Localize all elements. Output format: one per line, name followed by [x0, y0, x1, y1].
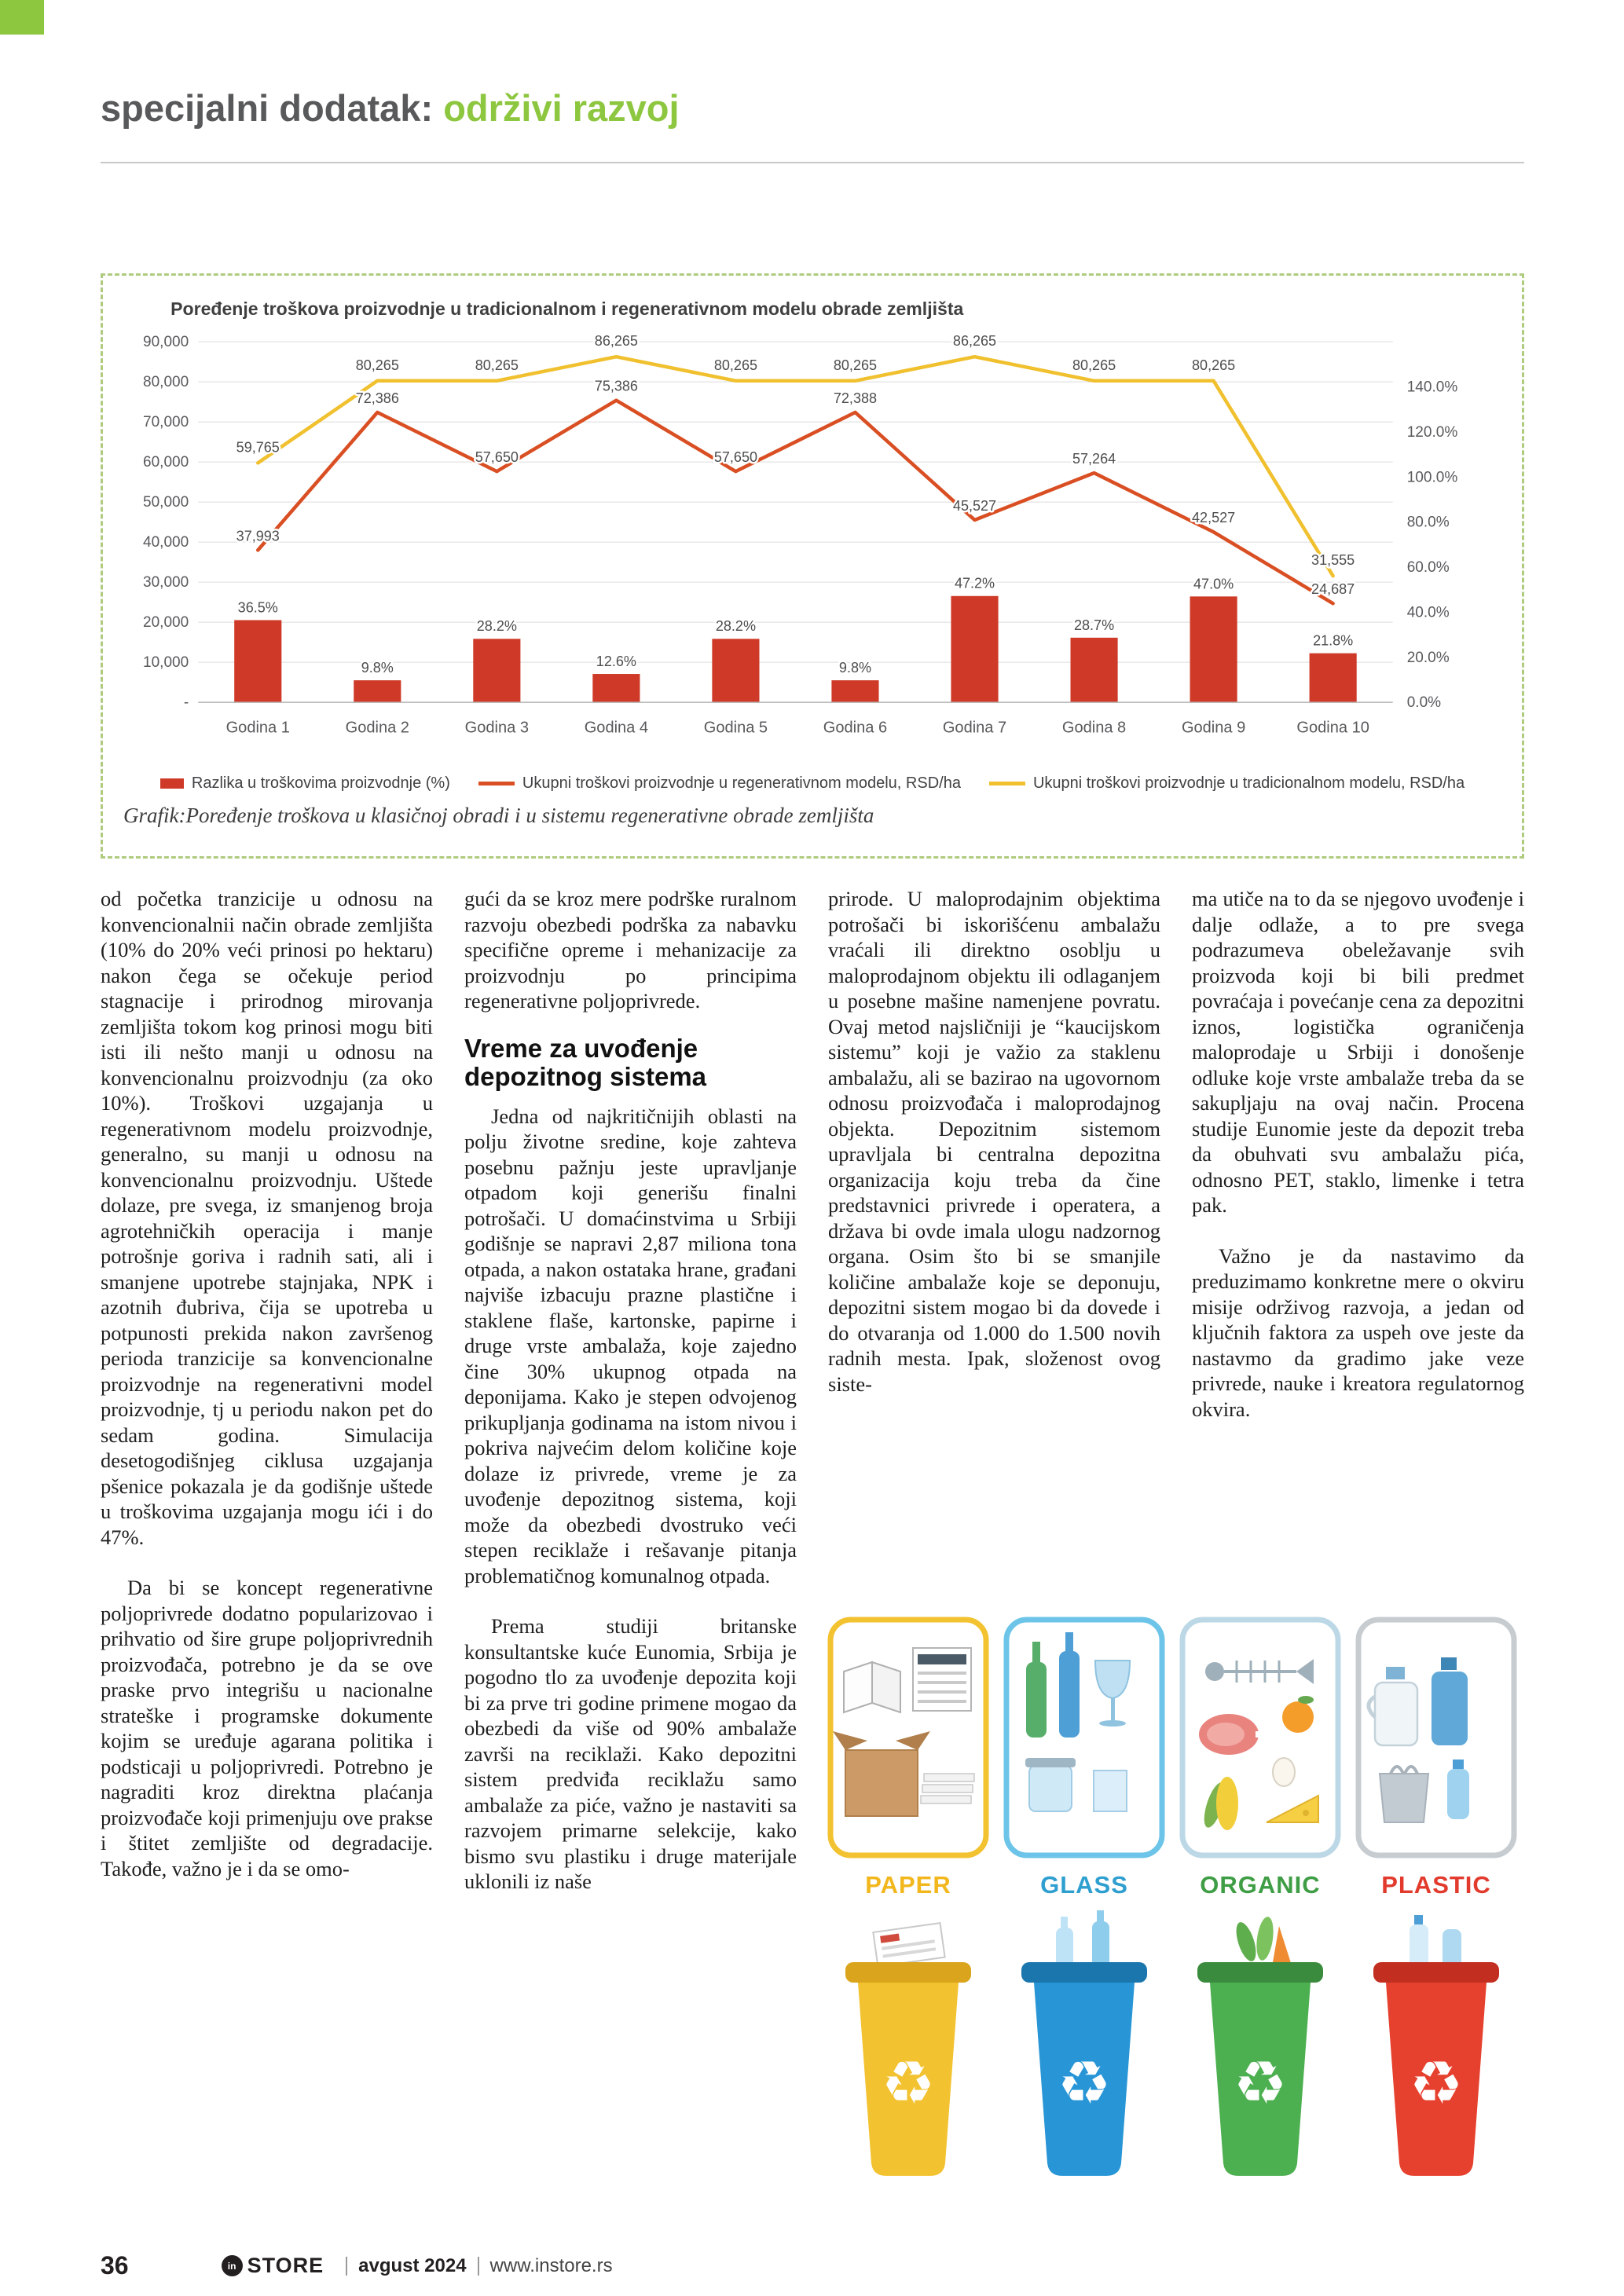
- footer-date: avgust 2024: [358, 2254, 467, 2276]
- line-series-1: [258, 357, 1333, 576]
- svg-text:GLASS: GLASS: [1040, 1871, 1128, 1899]
- legend-item-regenerative: [478, 774, 961, 793]
- bin-overflow-items: [1232, 1916, 1292, 1965]
- svg-text:Godina 10: Godina 10: [1296, 719, 1369, 737]
- svg-text:Poređenje troškova proizvodnje: Poređenje troškova proizvodnje u tradicionalnom i regenerativnom modelu obrade zemljišta: [170, 298, 964, 320]
- svg-text:PLASTIC: PLASTIC: [1381, 1871, 1491, 1899]
- svg-text:31,555: 31,555: [1311, 552, 1355, 569]
- svg-text:Godina 9: Godina 9: [1181, 719, 1246, 737]
- body-paragraph: od početka tranzicije u odnosu na konvencionalnii način obrade zemljišta (10% do 20% veći prinosi po hektaru) nakon čega se očekuje period stagnacije i prirodnog mirovanja zemljišta tokom kog prinosi mogu biti isti ili nešto manji u odnosu na konvencionalnu proizvodnju (za oko 10%). Troškovi uzgajanja u regenerativnom modelu proizvodnje, generalno, su manji u odnosu na konvencionalnu proizvodnju. Uštede dolaze, pre svega, iz smanjenog broja agrotehničkih operacija i manje potrošnje goriva i radnih sati, ali i smanjene upotrebe stajnjaka, NPK i azotnih đubriva, čija se upotreba u potpunosti prekida nakon završenog perioda tranzicije sa konvencionalne proizvodnje na regenerativni model proizvodnje, tj u periodu nakon pet do sedam godina. Simulacija desetogodišnjeg ciklusa uzgajanja pšenice pokazala je da godišnje uštede u troškovima uzgajanja mogu ići i do 47%.: [101, 887, 433, 1549]
- svg-text:80,265: 80,265: [355, 357, 399, 373]
- footer-url: www.instore.rs: [489, 2254, 613, 2276]
- svg-text:42,527: 42,527: [1192, 510, 1236, 526]
- svg-text:Godina 5: Godina 5: [703, 719, 768, 737]
- bin-overflow-items: [1410, 1915, 1461, 1967]
- svg-text:80,265: 80,265: [1072, 357, 1116, 373]
- svg-text:36.5%: 36.5%: [237, 599, 278, 616]
- svg-text:90,000: 90,000: [142, 334, 189, 351]
- svg-text:40,000: 40,000: [142, 534, 189, 551]
- svg-text:Godina 3: Godina 3: [464, 719, 529, 737]
- svg-text:60.0%: 60.0%: [1406, 559, 1450, 577]
- corner-accent: [0, 0, 44, 35]
- bin-lid: [1373, 1962, 1499, 1983]
- svg-text:Godina 6: Godina 6: [823, 719, 888, 737]
- svg-text:28.7%: 28.7%: [1073, 617, 1115, 633]
- svg-text:Godina 4: Godina 4: [584, 719, 649, 737]
- body-paragraph: Da bi se koncept regenerativne poljoprivrede dodatno popularizovao i prihvatio od šire grupe poljoprivrednih proizvođača, potrebno je da se ove praske prvo integrišu u nacionalne strateške i programske dokumente kojim se uređuje agarana politika i podsticaji u poljoprivredi. Potrebno je nagraditi kroz direktna plaćanja proizvođače koji primenjuju ove prakse i štitet zemljište od degradacije. Takođe, važno je i da se omo-: [101, 1576, 433, 1880]
- svg-text:Godina 2: Godina 2: [345, 719, 409, 737]
- svg-text:70,000: 70,000: [142, 414, 189, 431]
- svg-text:50,000: 50,000: [142, 494, 189, 511]
- svg-text:60,000: 60,000: [142, 454, 189, 471]
- line-swatch-regenerative-icon: [478, 782, 515, 785]
- chart-legend: [123, 774, 1501, 793]
- legend-item-traditional: [989, 774, 1465, 793]
- instore-logo-icon: in: [222, 2255, 243, 2276]
- recycle-icon: ♻: [881, 2050, 936, 2117]
- chart-caption: Grafik:Poređenje troškova u klasičnoj obradi i u sistemu regenerativne obrade zemljišta: [123, 804, 874, 828]
- line-swatch-traditional-icon: [989, 782, 1025, 785]
- section-heading: Vreme za uvođenje depozitnog sistema: [464, 1033, 707, 1091]
- body-paragraph: Jedna od najkritičnijih oblasti na polju životne sredine, koje zahteva posebnu pažnju jeste upravljanje otpadom koji generišu finalni potrošači. U domaćinstvima u Srbiji godišnje se napravi 2,87 miliona tona otpada, a nakon ostataka hrane, građani najviše izbacuju prazne plastične i staklene flaše, kartonske, papirne i druge vrste ambalaža, koje zajedno čine 30% ukupnog otpada na deponijama. Kako je stepen odvojenog prikupljanja godinama na istom nivou i pokriva najvećim delom količine koje dolaze iz privrede, vreme je za uvođenje depozitnog sistema, koji može da obezbedi dvostruko veći stepen reciklaže i rešavanje pitanja problematičnog komunalnog otpada.: [464, 1104, 797, 1587]
- recycle-icon: ♻: [1409, 2050, 1464, 2117]
- svg-text:9.8%: 9.8%: [838, 660, 872, 676]
- svg-text:0.0%: 0.0%: [1406, 694, 1442, 712]
- cost-comparison-chart-section: [101, 273, 1524, 859]
- svg-text:9.8%: 9.8%: [361, 660, 394, 676]
- recycle-icon: ♻: [1057, 2050, 1112, 2117]
- waste-frame: [1006, 1620, 1162, 1855]
- svg-text:Godina 7: Godina 7: [942, 719, 1007, 737]
- brand-name: STORE: [247, 2254, 324, 2277]
- legend-label-traditional: Ukupni troškovi proizvodnje u tradicionalnom modelu, RSD/ha: [1032, 774, 1465, 793]
- bin-lid: [1197, 1962, 1323, 1983]
- svg-text:86,265: 86,265: [952, 333, 997, 350]
- svg-text:57,650: 57,650: [475, 449, 519, 466]
- svg-text:59,765: 59,765: [236, 439, 280, 456]
- svg-text:20.0%: 20.0%: [1406, 649, 1450, 666]
- header-title-gray: specijalni dodatak:: [101, 87, 434, 129]
- svg-text:Godina 8: Godina 8: [1061, 719, 1127, 737]
- svg-text:80,000: 80,000: [142, 374, 189, 391]
- recycling-illustration: [820, 1617, 1524, 2190]
- page-number: 36: [101, 2251, 129, 2280]
- svg-text:80,265: 80,265: [1192, 357, 1236, 373]
- svg-text:24,687: 24,687: [1311, 581, 1355, 598]
- svg-text:ORGANIC: ORGANIC: [1200, 1871, 1321, 1899]
- body-paragraph: Prema studiji britanske konsultantske kuće Eunomia, Srbija je pogodno tlo za uvođenje depozita koji bi za prve tri godine primene mogao da obezbedi da više od 90% ambalaže završi na reciklaži. Kako depozitni sistem predviđa reciklažu samo ambalaže za piće, važno je nastaviti sa razvojem primarne selekcije, kako bismo svu plastiku i druge materijale uklonili iz naše: [464, 1614, 797, 1893]
- svg-text:40.0%: 40.0%: [1406, 604, 1450, 621]
- svg-text:86,265: 86,265: [594, 333, 638, 350]
- svg-text:PAPER: PAPER: [865, 1871, 951, 1899]
- svg-text:-: -: [183, 694, 189, 712]
- svg-text:57,264: 57,264: [1072, 451, 1116, 467]
- recycle-icon: ♻: [1233, 2050, 1288, 2117]
- bar-swatch-icon: [160, 778, 184, 789]
- legend-item-bars: [160, 774, 450, 793]
- svg-text:Godina 1: Godina 1: [225, 719, 290, 737]
- svg-text:47.2%: 47.2%: [954, 575, 995, 591]
- page-header: [101, 88, 1524, 129]
- svg-text:45,527: 45,527: [952, 497, 997, 514]
- bin-lid: [1021, 1962, 1147, 1983]
- body-paragraph: gući da se kroz mere podrške ruralnom razvoju obezbedi podrška za nabavku specifične opreme i mehanizacije za proizvodnju po principima regenerativne poljoprivrede.: [464, 887, 797, 1013]
- svg-text:80.0%: 80.0%: [1406, 514, 1450, 531]
- text-column-1: [101, 886, 433, 1895]
- svg-text:37,993: 37,993: [236, 528, 280, 544]
- cost-comparison-chart: [123, 293, 1501, 771]
- recycling-bins-art: [820, 1617, 1524, 2190]
- legend-label-bars: Razlika u troškovima proizvodnje (%): [191, 774, 450, 793]
- svg-text:28.2%: 28.2%: [715, 618, 757, 635]
- svg-text:80,265: 80,265: [713, 357, 758, 373]
- body-paragraph: ma utiče na to da se njegovo uvođenje i dalje odlaže, a to pre svega podrazumeva obeležavanje svih proizvoda koji bi bili predmet povraćaja i povećanje cena za depozitni iznos, logistička ograničenja maloprodaje u Srbiji i donošenje odluke koje vrste ambalaže treba da se sakupljaju na ovaj način. Procena studije Eunomie jeste da depozit treba da obuhvati svu ambalažu pića, odnosno PET, staklo, limenke i tetra pak.: [1192, 887, 1524, 1217]
- legend-label-regenerative: Ukupni troškovi proizvodnje u regenerativnom modelu, RSD/ha: [522, 774, 961, 793]
- svg-text:21.8%: 21.8%: [1313, 632, 1354, 649]
- svg-text:100.0%: 100.0%: [1406, 469, 1458, 486]
- svg-text:12.6%: 12.6%: [596, 654, 636, 670]
- bin-overflow-items: [873, 1923, 944, 1967]
- svg-text:140.0%: 140.0%: [1406, 379, 1458, 396]
- page-footer: [101, 2251, 1524, 2280]
- bar-series: [234, 576, 1357, 702]
- svg-text:72,388: 72,388: [833, 390, 878, 406]
- bin-lid: [845, 1962, 971, 1983]
- footer-separator: [346, 2257, 347, 2276]
- svg-text:75,386: 75,386: [594, 378, 638, 394]
- body-paragraph: prirode. U maloprodajnim objektima potrošači bi iskorišćenu ambalažu vraćali ili direktno osoblju u maloprodajnom objektu ili odlaganjem u posebne mašine namenjene povratu. Ovaj metod najsličniji je “kaucijskom sistemu” koji je važio za staklenu ambalažu, ali se bazirao na ugovornom odnosu proizvođača i maloprodajnog objekta. Depozitnim sistemom upravljala bi centralna depozitna organizacija koju treba da čine predstavnici privrede i operatera, a država bi ovde imala ulogu nadzornog organa. Osim što bi se smanjile količine ambalaže koje se deponuju, depozitni sistem mogao bi da dovede i do otvaranja od 1.000 do 1.500 novih radnih mesta. Ipak, složenost ovog siste-: [828, 887, 1160, 1396]
- svg-text:47.0%: 47.0%: [1193, 576, 1234, 592]
- svg-text:20,000: 20,000: [142, 614, 189, 632]
- svg-text:80,265: 80,265: [475, 357, 519, 373]
- svg-text:57,650: 57,650: [713, 449, 758, 466]
- svg-text:10,000: 10,000: [142, 654, 189, 672]
- header-title-green: održivi razvoj: [443, 87, 680, 129]
- svg-text:30,000: 30,000: [142, 574, 189, 591]
- svg-text:80,265: 80,265: [833, 357, 878, 373]
- svg-text:28.2%: 28.2%: [476, 618, 517, 635]
- svg-text:120.0%: 120.0%: [1406, 423, 1458, 441]
- bin-overflow-items: [1056, 1910, 1109, 1967]
- footer-separator: [478, 2257, 479, 2276]
- text-column-2: [464, 886, 797, 1895]
- header-rule: [101, 162, 1524, 163]
- body-paragraph: Važno je da nastavimo da preduzimamo konkretne mere o okviru misije održivog razvoja, a jedan od ključnih faktora za uspeh ove jeste da nastavmo da gradimo jake veze privrede, nauke i kreatora regulatornog okvira.: [1192, 1243, 1524, 1421]
- svg-text:72,386: 72,386: [355, 390, 399, 406]
